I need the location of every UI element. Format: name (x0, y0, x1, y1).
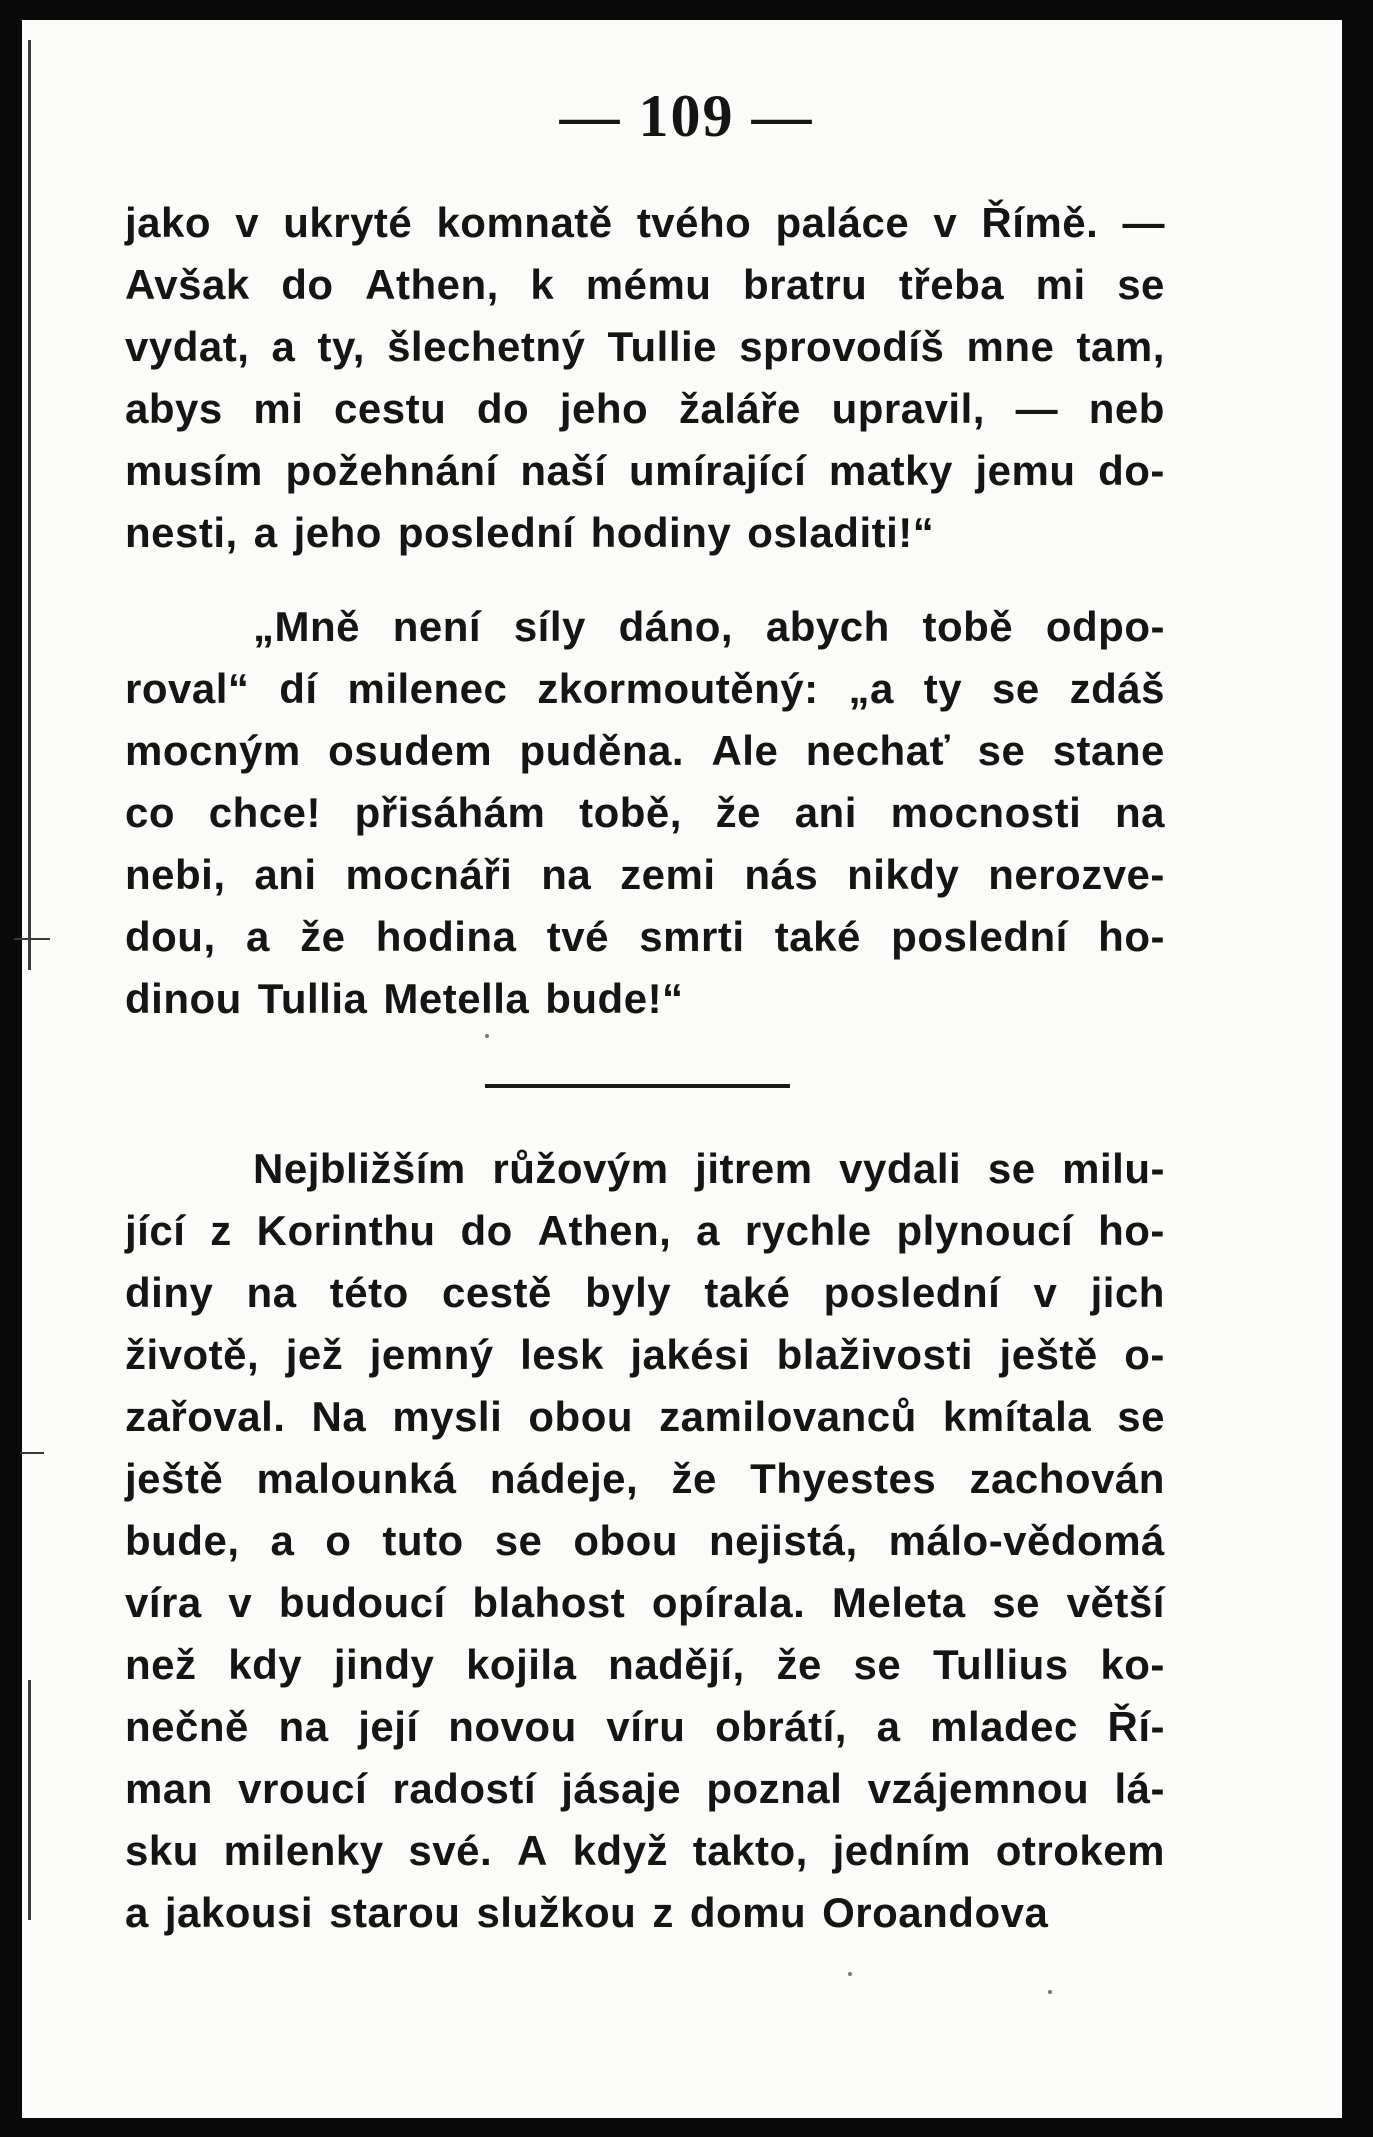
section-divider-rule (485, 1084, 790, 1088)
text-line: co chce! přisáhám tobě, že ani mocnosti na (125, 789, 1165, 836)
text-line: roval“ dí milenec zkormoutěný: „a ty se zdáš (125, 665, 1165, 712)
text-line: mocným osudem puděna. Ale nechať se stane (125, 727, 1165, 774)
text-line: diny na této cestě byly také poslední v jich (125, 1269, 1165, 1316)
text-line: jící z Korinthu do Athen, a rychle plynoucí ho- (125, 1207, 1165, 1254)
paragraph-2 (125, 596, 1165, 1030)
text-line: nebi, ani mocnáři na zemi nás nikdy nerozve- (125, 851, 1165, 898)
binding-edge-line (28, 1680, 31, 1920)
text-line: nečně na její novou víru obrátí, a mladec Ří- (125, 1703, 1165, 1750)
text-line: musím požehnání naší umírající matky jemu do- (125, 447, 1165, 494)
text-line: víra v budoucí blahost opírala. Meleta se větší (125, 1579, 1165, 1626)
binding-edge-line (28, 40, 31, 970)
text-line: „Mně není síly dáno, abych tobě odpo- (253, 603, 1165, 650)
paragraph-1 (125, 192, 1165, 564)
text-line: ještě malounká nádeje, že Thyestes zachován (125, 1455, 1165, 1502)
text-line: bude, a o tuto se obou nejistá, málo-vědomá (125, 1517, 1165, 1564)
text-line: dinou Tullia Metella bude!“ (125, 975, 684, 1022)
paragraph-3 (125, 1138, 1165, 1944)
paper-speck (485, 1034, 489, 1038)
binding-edge-tick (20, 1452, 44, 1454)
text-line: Avšak do Athen, k mému bratru třeba mi se (125, 261, 1165, 308)
text-line: Nejbližším růžovým jitrem vydali se milu- (253, 1145, 1165, 1192)
binding-edge-tick (14, 938, 50, 940)
text-line: man vroucí radostí jásaje poznal vzájemnou lá- (125, 1765, 1165, 1812)
paper-speck (848, 1972, 852, 1976)
text-line: vydat, a ty, šlechetný Tullie sprovodíš mne tam, (125, 323, 1165, 370)
text-line: sku milenky své. A když takto, jedním otrokem (125, 1827, 1165, 1874)
text-line: zařoval. Na mysli obou zamilovanců kmítala se (125, 1393, 1165, 1440)
text-line: a jakousi starou služkou z domu Oroandova (125, 1889, 1049, 1936)
text-line: než kdy jindy kojila nadějí, že se Tullius ko- (125, 1641, 1165, 1688)
text-line: dou, a že hodina tvé smrti také poslední ho- (125, 913, 1165, 960)
text-line: jako v ukryté komnatě tvého paláce v Římě. — (125, 199, 1165, 246)
text-line: abys mi cestu do jeho žaláře upravil, — neb (125, 385, 1165, 432)
paper-speck (1048, 1990, 1052, 1994)
text-line: nesti, a jeho poslední hodiny osladiti!“ (125, 509, 935, 556)
page-number: — 109 — (559, 83, 814, 149)
text-line: životě, jež jemný lesk jakési blaživosti ještě o- (125, 1331, 1165, 1378)
